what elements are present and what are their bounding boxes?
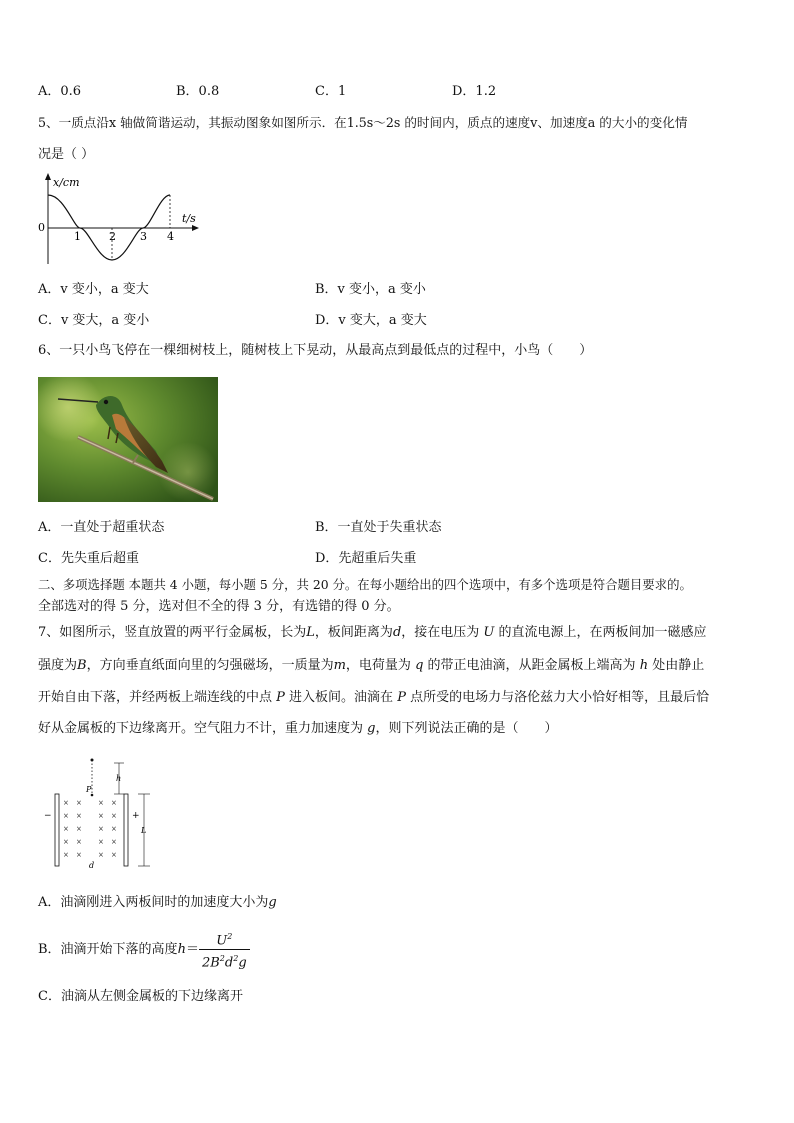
vibration-graph — [36, 172, 206, 264]
left-plate — [55, 794, 59, 866]
hummingbird-photo — [38, 377, 218, 502]
q7-option-a: A．油滴刚进入两板间时的加速度大小为g — [38, 895, 277, 910]
svg-text:×: × — [76, 851, 82, 859]
svg-text:×: × — [63, 812, 69, 820]
graph-x-label: t/s — [182, 212, 196, 225]
q4-option-b: B．0.8 — [176, 84, 220, 99]
q7-option-b: B．油滴开始下落的高度h＝ $\frac{U^2}{2B^2d^2g}$ — [38, 928, 250, 972]
svg-text:×: × — [98, 799, 104, 807]
q6-stem: 6、一只小鸟飞停在一棵细树枝上，随树枝上下晃动，从最高点到最低点的过程中，小鸟（ ） — [38, 343, 593, 358]
q7-stem-line1: 7、如图所示，竖直放置的两平行金属板，长为L，板间距离为d，接在电压为 U 的直流电源上，在两板间加一磁感应 — [38, 625, 707, 640]
section2-line1: 二、多项选择题 本题共 4 小题，每小题 5 分，共 20 分。在每小题给出的四个选项中，有多个选项是符合题目要求的。 — [38, 577, 692, 592]
q7-plates-diagram — [38, 758, 158, 870]
q4-option-d: D．1.2 — [452, 84, 497, 99]
svg-text:×: × — [63, 799, 69, 807]
diagram-d-label: d — [89, 861, 95, 870]
graph-tick-4: 4 — [167, 230, 174, 243]
svg-text:×: × — [98, 851, 104, 859]
svg-text:×: × — [76, 812, 82, 820]
svg-text:×: × — [111, 799, 117, 807]
q5-option-d: D．v 变大，a 变大 — [315, 313, 427, 328]
diagram-plus: + — [132, 811, 140, 821]
point-P — [91, 794, 94, 797]
q7-stem-line4: 好从金属板的下边缘离开。空气阻力不计，重力加速度为 g，则下列说法正确的是（ ） — [38, 721, 558, 736]
svg-text:×: × — [111, 812, 117, 820]
q5-option-c: C．v 变大，a 变小 — [38, 313, 150, 328]
svg-text:×: × — [98, 812, 104, 820]
graph-tick-3: 3 — [140, 230, 147, 243]
q6-option-a: A．一直处于超重状态 — [38, 520, 165, 535]
svg-text:×: × — [76, 838, 82, 846]
formula-fraction: $\frac{U^2}{2B^2d^2g}$ — [199, 928, 250, 972]
drop-start — [91, 759, 94, 762]
q4-option-c: C．1 — [315, 84, 347, 99]
q5-option-b: B．v 变小，a 变小 — [315, 282, 426, 297]
graph-origin: 0 — [38, 221, 45, 234]
q6-option-c: C．先失重后超重 — [38, 551, 139, 566]
svg-text:×: × — [63, 825, 69, 833]
graph-x-arrow — [192, 225, 199, 231]
svg-text:×: × — [98, 825, 104, 833]
svg-text:×: × — [76, 799, 82, 807]
diagram-P-label: P — [86, 785, 92, 794]
q5-stem-line1: 5、一质点沿x 轴做简谐运动，其振动图象如图所示．在1.5s～2s 的时间内，质点的速度v、加速度a 的大小的变化情 — [38, 115, 688, 130]
q7-stem-line3: 开始自由下落，并经两板上端连线的中点 P 进入板间。油滴在 P 点所受的电场力与洛伦兹力大小恰好相等，且最后恰 — [38, 690, 710, 705]
q6-option-d: D．先超重后失重 — [315, 551, 417, 566]
q4-option-a: A．0.6 — [38, 84, 82, 99]
section2-line2: 全部选对的得 5 分，选对但不全的得 3 分，有选错的得 0 分。 — [38, 599, 400, 614]
diagram-h-label: h — [116, 774, 122, 783]
graph-y-arrow — [45, 173, 51, 180]
q6-option-b: B．一直处于失重状态 — [315, 520, 442, 535]
svg-text:×: × — [111, 825, 117, 833]
magnetic-field-crosses — [63, 799, 117, 859]
svg-text:×: × — [76, 825, 82, 833]
graph-tick-1: 1 — [74, 230, 81, 243]
svg-text:×: × — [98, 838, 104, 846]
svg-text:×: × — [111, 838, 117, 846]
graph-tick-2: 2 — [109, 230, 116, 243]
svg-text:×: × — [63, 838, 69, 846]
q5-option-a: A．v 变小，a 变大 — [38, 282, 149, 297]
q5-stem-line2: 况是（ ） — [38, 147, 95, 162]
graph-y-label: x/cm — [53, 176, 80, 189]
svg-text:×: × — [111, 851, 117, 859]
svg-text:×: × — [63, 851, 69, 859]
right-plate — [124, 794, 128, 866]
diagram-L-label: L — [141, 826, 147, 835]
diagram-minus: − — [44, 811, 52, 821]
q7-option-c: C．油滴从左侧金属板的下边缘离开 — [38, 989, 243, 1004]
q7-stem-line2: 强度为B，方向垂直纸面向里的匀强磁场，一质量为m，电荷量为 q 的带正电油滴，从距金属板上端高为 h 处由静止 — [38, 658, 705, 673]
